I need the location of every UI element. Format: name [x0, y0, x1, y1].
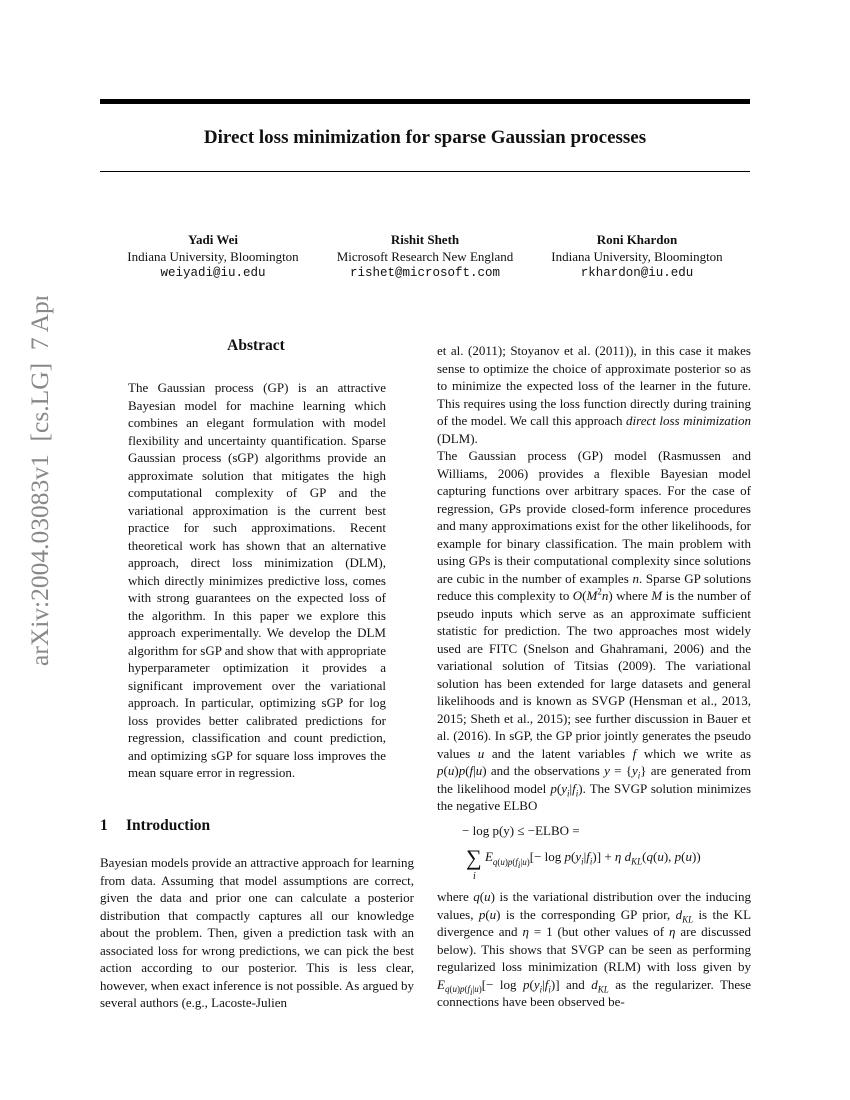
text-run: (DLM). [437, 430, 478, 446]
math-complexity: O [572, 588, 583, 603]
text-run: where [612, 588, 652, 603]
text-run: et al. (2011); Stoyanov et al. (2011)), in this case it makes sense to optimize the choice of approximate posterior so as to minimize the expected loss of the learner in the future. This requires using the loss function directly during training of the model. We call this approach [437, 343, 751, 428]
math-M: M [651, 588, 663, 603]
paper-title: Direct loss minimization for sparse Gaussian processes [203, 127, 647, 148]
author-affiliation: Indiana University, Bloomington [127, 249, 299, 264]
math-dkl-2: $d_{KL}$ [591, 976, 609, 995]
text-run: and the latent variables [484, 745, 633, 761]
text-run: is the corresponding GP prior, [500, 906, 676, 922]
text-run: are generated from the likelihood model [437, 763, 751, 796]
intro-body: Bayesian models provide an attractive approach for learning from data. Assuming that model assumptions are correct, given the data and prior one can calculate a posterior distribution that compactly captures all our knowledge about the problem. Then, given a prediction task with an associated loss for wrong predictions, we can pick the best action according to our posterior. This is less clear, however, when exact inference is not possible. As argued by several authors (e.g., Lacoste-Julien [100, 855, 414, 1010]
text-run: as the regularizer. These connections have been observed be- [437, 976, 751, 1009]
equation-line-2: ∑ i $E_{q(u)p(f_i|u)}[- \log p(y_i|f_i)] + \eta$ $d_{KL}(q(u)$, p(u)) [466, 845, 701, 882]
text-run: and [559, 976, 592, 992]
author-block-1 [120, 231, 306, 282]
math-q: q(u) [473, 889, 495, 904]
math-eta: η [668, 924, 676, 939]
arxiv-stamp-text: arXiv:2004.03083v1 [cs.LG] 7 Apr 2020 [25, 296, 54, 666]
text-run: and the observations [486, 763, 605, 778]
math-f: f [632, 745, 637, 761]
section-title: Introduction [126, 817, 211, 834]
text-run: is the variational distribution over the inducing values, [437, 889, 752, 922]
text-run: The Gaussian process (GP) model (Rasmussen and Williams, 2006) provides a flexible Bayesian model capturing functions over arbitrary spaces. For the case of regression, GPs provide closed-form inference procedures and many approximations exist for the other likelihoods, for example for binary classification. The main problem with using GPs is their computational complexity since solutions are cubic in the number of examples [437, 448, 751, 586]
author-name: Rishit Sheth [390, 232, 460, 247]
right-paragraph-3 [437, 888, 751, 1011]
author-email: weiyadi@iu.edu [160, 266, 266, 280]
abstract-heading: Abstract [227, 337, 285, 354]
math-joint: p(u)p(f|u) [437, 763, 487, 778]
top-rule [100, 99, 750, 104]
right-paragraph-1 [437, 342, 751, 447]
text-run: is the number of pseudo inputs which serve as an approximate sufficient statistic for prediction. The two approaches most widely used are FITC (Snelson and Ghahramani, 2006) and the variational solution of Titsias (2009). The variational solution has been extended for large datasets and general likelihoods and is known as SVGP (Hensman et al., 2013, 2015; Sheth et al., 2015); see further discussion in Bauer et al. (2016). In sGP, the GP prior jointly generates the pseudo values [437, 588, 752, 761]
author-block-2 [326, 231, 524, 282]
text-run: (but other values of [552, 924, 669, 939]
math-y: $y = \{y_i\}$ [604, 763, 647, 781]
author-block-3 [544, 231, 730, 282]
text-run: . The SVGP solution minimizes the negative ELBO [437, 780, 751, 813]
right-paragraph-2: The Gaussian process (GP) model (Rasmussen and Williams, 2006) provides a flexible Bayesian model capturing functions over arbitrary spaces. For the case of regression, GPs provide closed-form inference procedures and many approximations exist for the other likelihoods, for example for binary classification. The main problem with using GPs is their computational complexity since solutions are cubic in the number of examples n. Sparse GP solutions reduce this complexity to $O(M^2n)$ where M is the number of pseudo inputs which serve as an approximate sufficient statistic for prediction. The two approaches most widely used are FITC (Snelson and Ghahramani, 2006) and the variational solution of Titsias (2009). The variational solution has been extended for large datasets and general likelihoods and is known as SVGP (Hensman et al., 2013, 2015; Sheth et al., 2015); see further discussion in Bauer et al. (2016). In sGP, the GP prior jointly generates the pseudo values u and the latent variables f which we write as p(u)p(f|u) and the observations $y = \{y_i\}$ are generated from the likelihood model $p(y_i|f_i)$. The SVGP solution minimizes the negative ELBO [437, 448, 752, 813]
summation-symbol: ∑ [466, 845, 482, 870]
arxiv-stamp [12, 296, 62, 666]
math-pu: p(u) [478, 906, 501, 922]
title-rule [100, 171, 750, 172]
author-email: rkhardon@iu.edu [580, 266, 694, 280]
text-run: which we write as [636, 745, 752, 761]
sum-index: i [473, 871, 476, 882]
math-n: n [632, 570, 639, 586]
author-email: rishet@microsoft.com [349, 266, 501, 280]
abstract-body: The Gaussian process (GP) is an attractive Bayesian model for machine learning which combines an elegant formulation with model flexibility and uncertainty quantification. Sparse Gaussian process (sGP) algorithms provide an approximate solution that mitigates the high computational complexity of GP and the variational approximation is the current best practice for such approximations. Recent theoretical work has shown that an alternative approach, direct loss minimization (DLM), which directly minimizes predictive loss, comes with strong guarantees on the expected loss of the algorithm. In this paper we explore this approach experimentally. We develop the DLM algorithm for sGP and show that with appropriate hyperparameter optimization it provides a significant improvement over the variational approach. In particular, optimizing sGP for log loss provides better calibrated predictions for regression, classification and count prediction, and optimizing sGP for square loss improves the mean square error in regression. [128, 380, 386, 780]
text-run: is the KL divergence and [437, 906, 752, 939]
author-affiliation: Indiana University, Bloomington [551, 249, 723, 264]
author-name: Yadi Wei [188, 232, 238, 247]
math-dkl: $d_{KL}$ [675, 906, 694, 925]
math-u: u [477, 745, 485, 761]
author-affiliation: Microsoft Research New England [336, 249, 514, 264]
math-likelihood: $p(y_i|f_i)$ [550, 780, 583, 799]
author-name: Roni Khardon [596, 232, 678, 247]
equation-line-1: − log p(y) ≤ −ELBO = [462, 823, 580, 838]
section-number: 1 [100, 817, 108, 834]
section-heading [100, 817, 210, 835]
text-run: where [437, 889, 474, 904]
emphasis-text: direct loss minimization [626, 413, 752, 428]
text-run: are discussed below). This shows that SVGP can be seen as performing regularized loss minimization (RLM) with loss given by [437, 924, 751, 974]
text-run: . Sparse GP solutions reduce this complexity to [437, 570, 752, 603]
math-eta-1: η = 1 [522, 924, 553, 939]
math-loss: $E_{q(u)p(f_i|u)}[- \log p(y_i|f_i)]$ [437, 976, 560, 997]
